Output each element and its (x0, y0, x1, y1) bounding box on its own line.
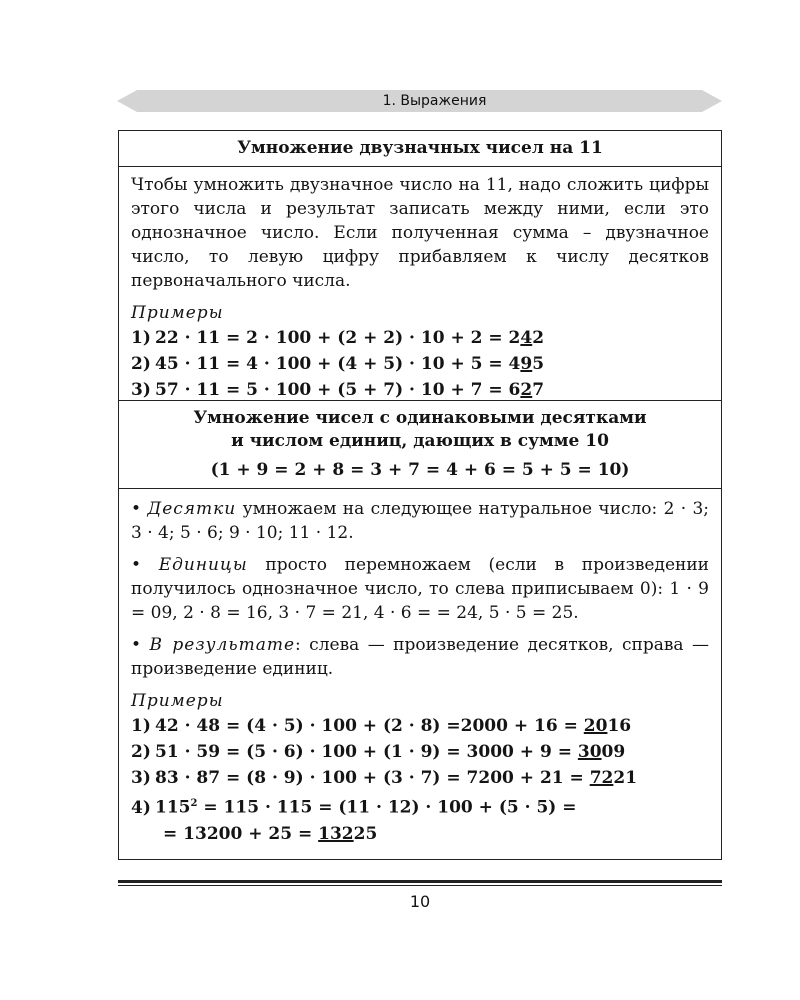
bullet-icon: • (131, 635, 142, 655)
section1-title: Умножение двузначных чисел на 11 (119, 131, 721, 167)
section-multiply-by-11 (119, 131, 721, 401)
footer-rule-thick (118, 880, 722, 883)
section1-example-3: 3) 57 · 11 = 5 · 100 + (5 + 7) · 10 + 7 = 627 (131, 380, 545, 400)
section1-example-1: 1) 22 · 11 = 2 · 100 + (2 + 2) · 10 + 2 = 242 (131, 328, 545, 348)
section3-examples-label: Примеры (131, 691, 224, 711)
section3-example-2: 2) 51 · 59 = (5 · 6) · 100 + (1 · 9) = 3000 + 9 = 3009 (131, 742, 626, 762)
section3-para-result: • В результате: слева — произведение десятков, справа — произведение единиц. (131, 635, 709, 679)
section3-para-units: • Единицы просто перемножаем (если в произведении получилось однозначное число, то слева приписываем 0): 1 · 9 = 09, 2 · 8 = 16, 3 · 7 = 21, 4 · 6 = = 24, 5 · 5 = 25. (131, 555, 709, 623)
section3-example-1: 1) 42 · 48 = (4 · 5) · 100 + (2 · 8) =2000 + 16 = 2016 (131, 716, 632, 736)
section1-examples-label: Примеры (131, 303, 224, 323)
section-same-tens-body (119, 489, 721, 853)
section3-example-3: 3) 83 · 87 = (8 · 9) · 100 + (3 · 7) = 7200 + 21 = 7221 (131, 768, 638, 788)
page-number: 10 (409, 892, 431, 911)
section2-title-line1: Умножение чисел с одинаковыми десятками (193, 408, 647, 428)
section2-title-line3: (1 + 9 = 2 + 8 = 3 + 7 = 4 + 6 = 5 + 5 = 10) (210, 460, 630, 480)
section3-example-4-continuation: = 13200 + 25 = 13225 (163, 823, 378, 844)
section3-body (119, 489, 721, 853)
section3-para-tens: • Десятки умножаем на следующее натуральное число: 2 · 3; 3 · 4; 5 · 6; 9 · 10; 11 · 12. (131, 499, 710, 543)
section1-body (119, 167, 721, 409)
section3-example-4: 4) $115^2 = 115 \cdot 115 = (11 \cdot 12) \cdot 100 + (5 \cdot 5)$ = (131, 797, 577, 818)
section1-example-2: 2) 45 · 11 = 4 · 100 + (4 + 5) · 10 + 5 = 495 (131, 354, 545, 374)
chapter-title: 1. Выражения (382, 93, 487, 109)
section-same-tens-title (119, 401, 721, 489)
bullet-icon: • (131, 499, 142, 519)
bullet-icon: • (131, 555, 142, 575)
section1-rule: Чтобы умножить двузначное число на 11, надо сложить цифры этого числа и результат записать между ними, если это однозначное число. Если полученная сумма – двузначное число, то левую цифру прибавляем к числу десятков первоначального числа. (131, 175, 709, 291)
section2-title (119, 401, 721, 488)
content-frame (118, 130, 722, 860)
section2-title-line2: и числом единиц, дающих в сумме 10 (231, 431, 609, 451)
footer-rule-thin (118, 885, 722, 886)
